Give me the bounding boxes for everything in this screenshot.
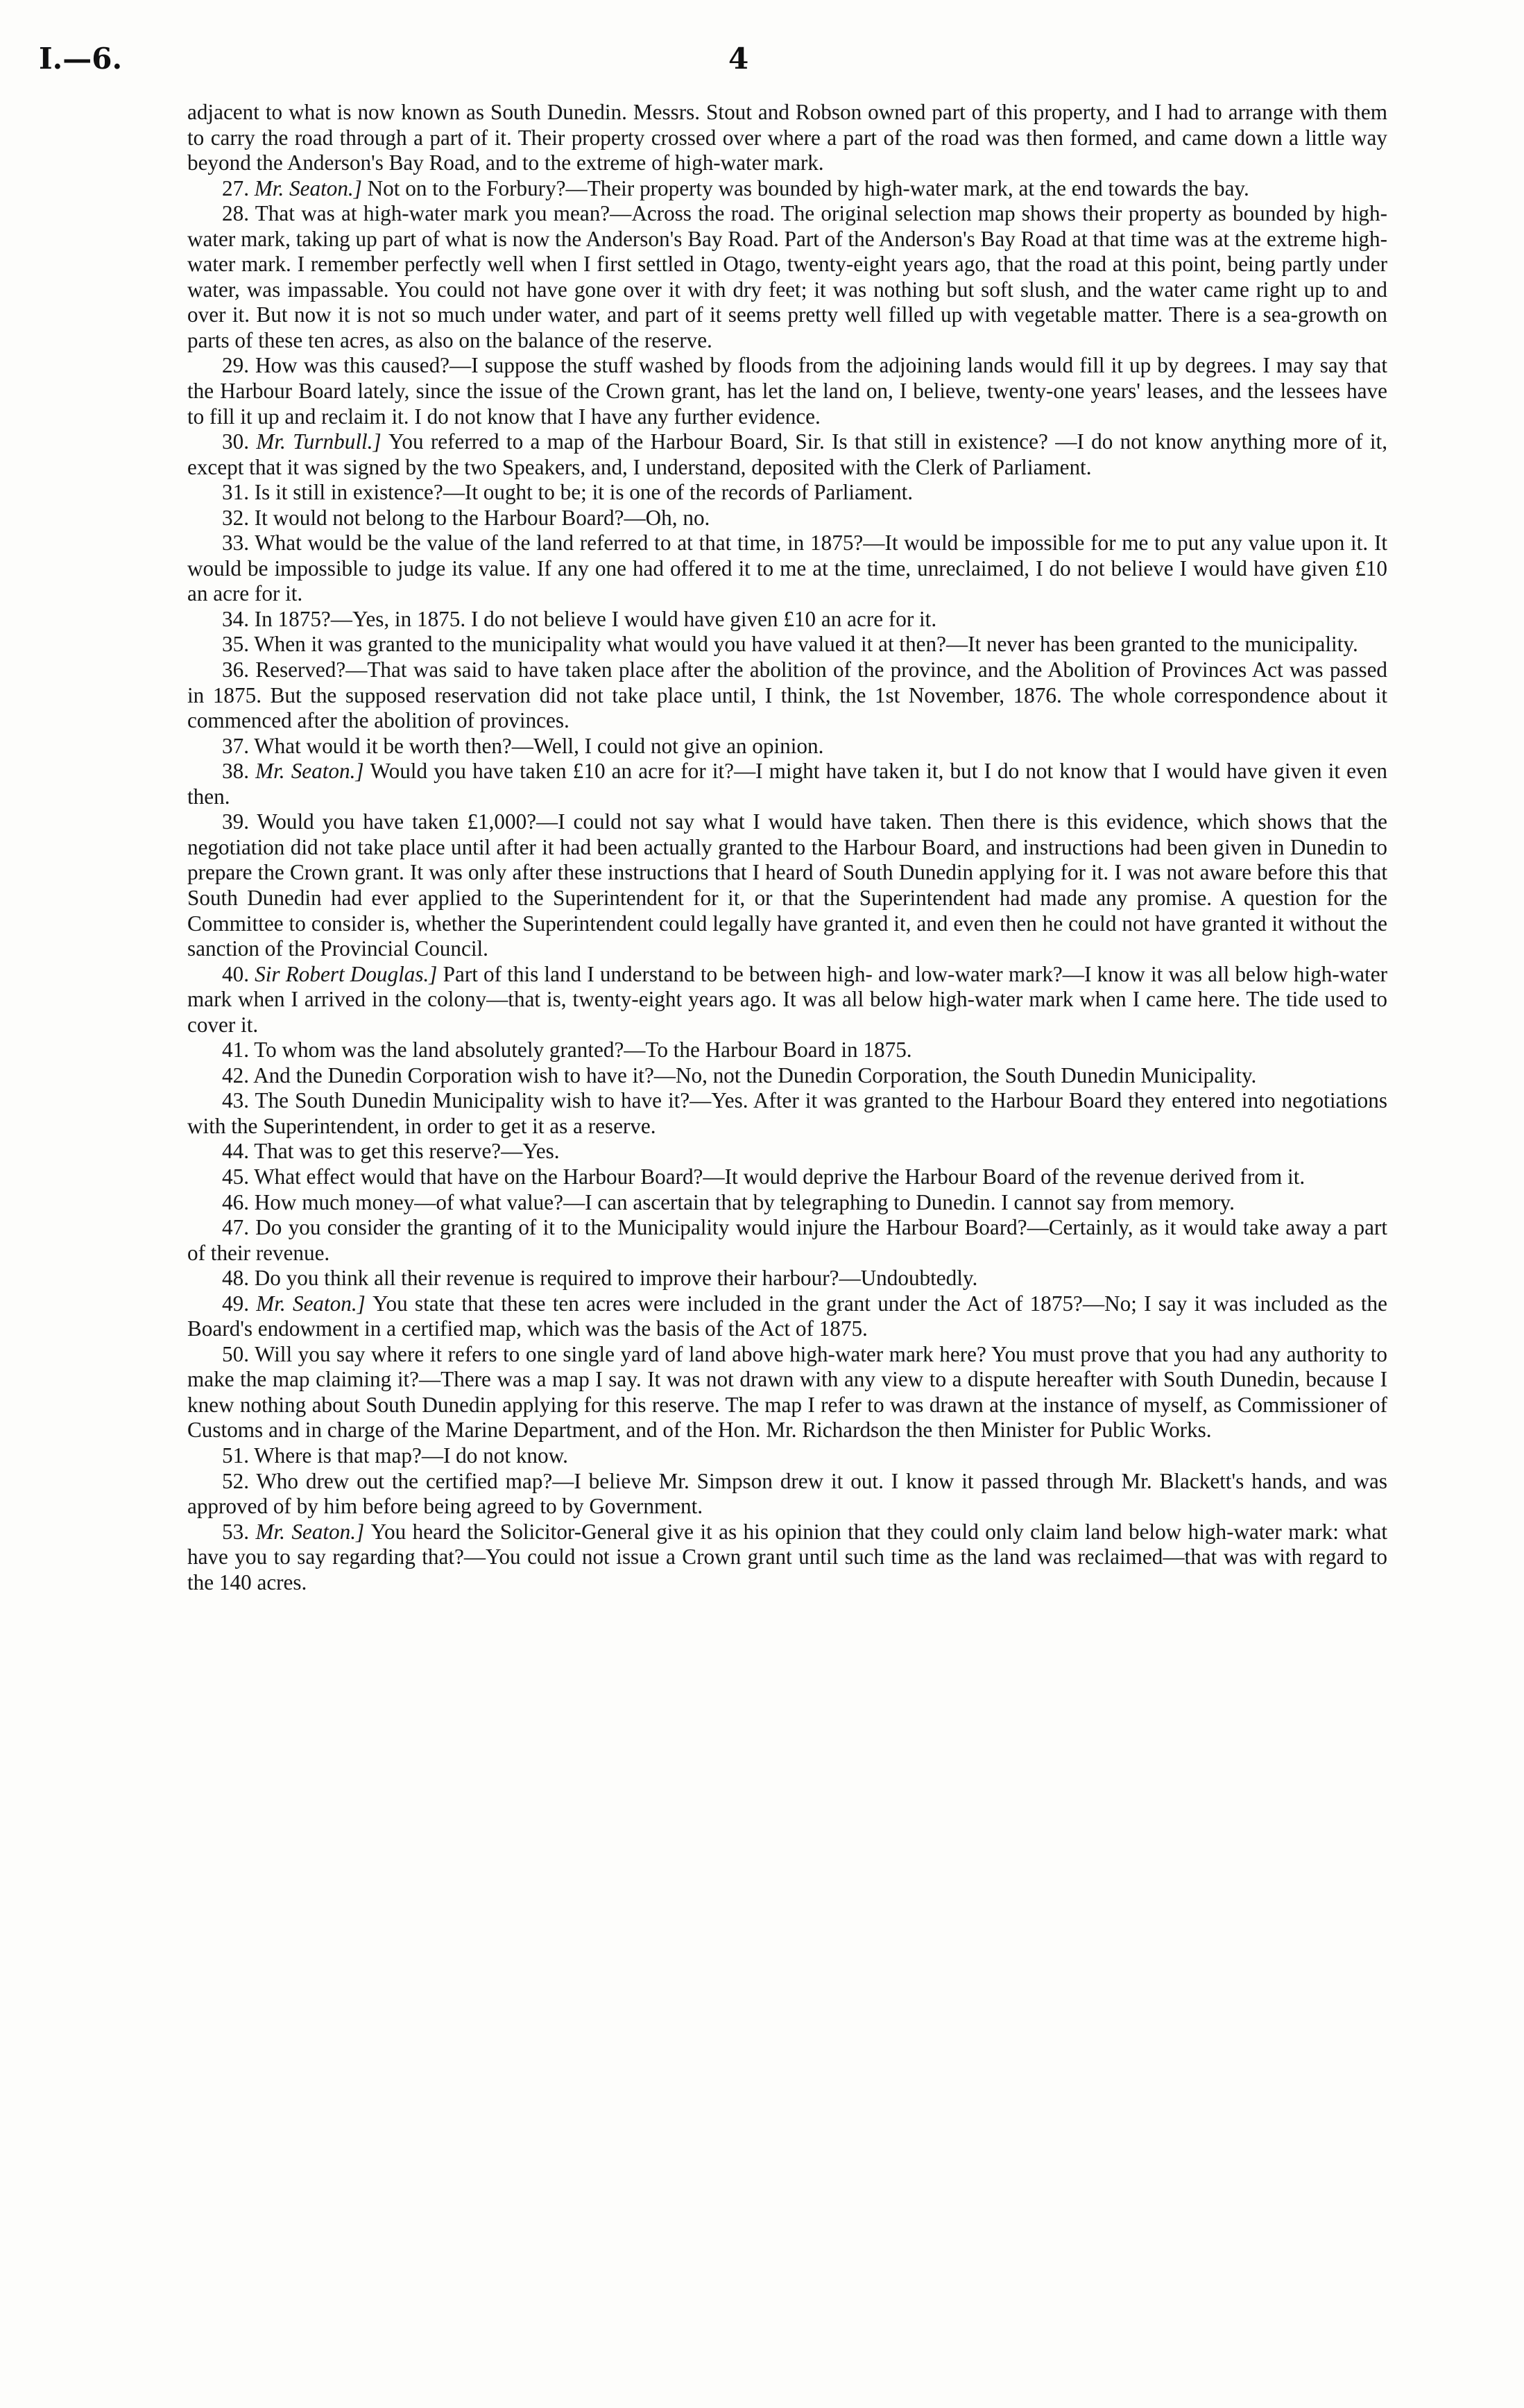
question-number: 41. — [222, 1038, 255, 1063]
question-number: 33. — [222, 531, 255, 556]
paragraph-text: It would not belong to the Harbour Board?—Oh, no. — [254, 505, 710, 530]
evidence-paragraph — [187, 1038, 1387, 1063]
question-number: 34. — [222, 606, 255, 631]
evidence-paragraph — [187, 429, 1387, 480]
evidence-paragraph — [187, 480, 1387, 506]
question-number: 30. — [222, 429, 257, 454]
paragraph-text: Who drew out the certified map?—I believe Mr. Simpson drew it out. I know it passed through Mr. Blackett's hands, and was approved of by him before being agreed to by Government. — [187, 1468, 1388, 1519]
paragraph-text: You state that these ten acres were included in the grant under the Act of 1875?—No; I say it was included as the Board's endowment in a certified map, which was the basis of the Act of 1875. — [187, 1291, 1387, 1341]
speaker-name: Mr. Seaton.] — [256, 1291, 373, 1316]
paragraph-text: Where is that map?—I do not know. — [254, 1443, 568, 1468]
evidence-paragraph — [187, 607, 1387, 633]
evidence-paragraph — [187, 531, 1387, 607]
question-number: 49. — [222, 1291, 257, 1316]
evidence-paragraph — [187, 1443, 1387, 1469]
paragraph-text: You referred to a map of the Harbour Board, Sir. Is that still in existence? —I do not know anything more of it, except that it was signed by the two Speakers, and, I understand, deposited with the Clerk of Parliament. — [187, 429, 1387, 479]
evidence-paragraph — [187, 1520, 1387, 1596]
paragraph-text: What effect would that have on the Harbour Board?—It would deprive the Harbour Board of the revenue derived from it. — [254, 1164, 1305, 1189]
paragraph-text: Not on to the Forbury?—Their property was bounded by high-water mark, at the end towards the bay. — [367, 175, 1249, 200]
question-number: 47. — [222, 1215, 256, 1240]
evidence-paragraph — [187, 1215, 1387, 1266]
evidence-paragraph — [187, 759, 1387, 809]
paragraph-text: To whom was the land absolutely granted?—To the Harbour Board in 1875. — [254, 1038, 912, 1063]
paragraph-text: You heard the Solicitor-General give it as his opinion that they could only claim land below high-water mark: what have you to say regarding that?—You could not issue a Crown grant until such time as the land was reclaimed—that was with regard to the 140 acres. — [187, 1519, 1387, 1594]
speaker-name: Mr. Turnbull.] — [256, 429, 388, 454]
paragraph-text: The South Dunedin Municipality wish to have it?—Yes. After it was granted to the Harbour Board they entered into negotiations with the Superintendent, in order to get it as a reserve. — [187, 1088, 1387, 1138]
evidence-paragraph — [187, 1139, 1387, 1164]
paragraph-text: In 1875?—Yes, in 1875. I do not believe I would have given £10 an acre for it. — [254, 606, 937, 631]
evidence-paragraph — [187, 657, 1387, 734]
paragraph-text: How much money—of what value?—I can ascertain that by telegraphing to Dunedin. I cannot say from memory. — [254, 1189, 1235, 1214]
question-number: 36. — [222, 657, 256, 682]
question-number: 46. — [222, 1189, 255, 1214]
paragraph-text: Would you have taken £10 an acre for it?—I might have taken it, but I do not know that I would have given it even then. — [187, 759, 1388, 809]
evidence-paragraph — [187, 353, 1387, 429]
paragraph-text: That was to get this reserve?—Yes. — [254, 1139, 560, 1164]
evidence-paragraph — [187, 1063, 1387, 1089]
question-number: 42. — [222, 1063, 254, 1087]
paragraph-text: When it was granted to the municipality what would you have valued it at then?—It never has been granted to the municipality. — [254, 632, 1358, 657]
paragraph-text: Will you say where it refers to one single yard of land above high-water mark here? You must prove that you had any authority to make the map claiming it?—There was a map I say. It was not drawn with any view to a dispute hereafter with South Dunedin, because I knew nothing about South Dunedin applying for this reserve. The map I refer to was drawn at the instance of myself, as Commissioner of Customs and in charge of the Marine Department, and of the Hon. Mr. Richardson the then Minister for Public Works. — [187, 1341, 1388, 1443]
evidence-paragraph — [187, 1088, 1387, 1139]
speaker-name: Mr. Seaton.] — [254, 175, 368, 200]
question-number: 38. — [222, 759, 256, 784]
evidence-text — [187, 100, 1387, 1595]
evidence-paragraph — [187, 1190, 1387, 1216]
paragraph-text: And the Dunedin Corporation wish to have it?—No, not the Dunedin Corporation, the South Dunedin Municipality. — [253, 1063, 1257, 1087]
evidence-paragraph — [187, 1164, 1387, 1190]
paragraph-text: Is it still in existence?—It ought to be; it is one of the records of Parliament. — [254, 480, 914, 505]
paragraph-text: Would you have taken £1,000?—I could not say what I would have taken. Then there is this evidence, which shows that the negotiation did not take place until after it had been actually granted to the Harbour Board, and instructions had been given in Dunedin to prepare the Crown grant. It was only after these instructions that I heard of South Dunedin applying for it. I was not aware before this that South Dunedin had ever applied to the Superintendent for it, or that the Superintendent had made any promise. A question for the Committee to consider is, whether the Superintendent could legally have granted it, and even then he could not have granted it without the sanction of the Provincial Council. — [187, 809, 1388, 961]
evidence-paragraph — [187, 506, 1387, 531]
evidence-paragraph — [187, 962, 1387, 1038]
paragraph-text: Reserved?—That was said to have taken place after the abolition of the province, and the Abolition of Provinces Act was passed in 1875. But the supposed reservation did not take place until, I think, the 1st November, 1876. The whole correspondence about it commenced after the abolition of provinces. — [187, 657, 1388, 733]
paragraph-text: What would it be worth then?—Well, I could not give an opinion. — [254, 733, 824, 758]
speaker-name: Sir Robert Douglas.] — [255, 961, 443, 986]
question-number: 32. — [222, 505, 255, 530]
paragraph-text: What would be the value of the land referred to at that time, in 1875?—It would be impossible for me to put any value upon it. It would be impossible to judge its value. If any one had offered it to me at the time, unreclaimed, I do not believe I would have given £10 an acre for it. — [187, 531, 1388, 606]
question-number: 52. — [222, 1468, 257, 1493]
speaker-name: Mr. Seaton.] — [255, 1519, 371, 1544]
question-number: 39. — [222, 809, 257, 834]
paper-reference: I.—6. — [39, 42, 123, 76]
paragraph-text: adjacent to what is now known as South Dunedin. Messrs. Stout and Robson owned part of this property, and I had to arrange with them to carry the road through a part of it. Their property crossed over where a part of the road was then formed, and came down a little way beyond the Anderson's Bay Road, and to the extreme of high-water mark. — [187, 100, 1387, 175]
question-number: 50. — [222, 1341, 255, 1366]
evidence-paragraph — [187, 176, 1387, 202]
question-number: 37. — [222, 733, 255, 758]
question-number: 43. — [222, 1088, 255, 1113]
question-number: 53. — [222, 1519, 256, 1544]
paragraph-text: Part of this land I understand to be between high- and low-water mark?—I know it was all below high-water mark when I arrived in the colony—that is, twenty-eight years ago. It was all below high-water mark when I came here. The tide used to cover it. — [187, 961, 1388, 1037]
evidence-paragraph — [187, 1291, 1387, 1342]
paragraph-text: How was this caused?—I suppose the stuff washed by floods from the adjoining lands would fill it up by degrees. I may say that the Harbour Board lately, since the issue of the Crown grant, has let the land on, I believe, twenty-one years' leases, and the lessees have to fill it up and reclaim it. I do not know that I have any further evidence. — [187, 353, 1388, 429]
evidence-paragraph — [187, 632, 1387, 657]
question-number: 31. — [222, 480, 255, 505]
evidence-paragraph — [187, 1342, 1387, 1443]
page-number: 4 — [728, 42, 749, 76]
question-number: 27. — [222, 175, 255, 200]
question-number: 29. — [222, 353, 256, 378]
question-number: 35. — [222, 632, 255, 657]
evidence-paragraph — [187, 100, 1387, 176]
speaker-name: Mr. Seaton.] — [255, 759, 370, 784]
evidence-paragraph — [187, 201, 1387, 353]
question-number: 28. — [222, 201, 255, 226]
question-number: 45. — [222, 1164, 255, 1189]
evidence-paragraph — [187, 1266, 1387, 1291]
evidence-paragraph — [187, 809, 1387, 961]
paragraph-text: That was at high-water mark you mean?—Across the road. The original selection map shows their property as bounded by high-water mark, taking up part of what is now the Anderson's Bay Road. Part of the Anderson's Bay Road at that time was at the extreme high-water mark. I remember perfectly well when I first settled in Otago, twenty-eight years ago, that the road at this point, being partly under water, was impassable. You could not have gone over it with dry feet; it was nothing but soft slush, and the water came right up to and over it. But now it is not so much under water, and part of it seems pretty well filled up with vegetable matter. There is a sea-growth on parts of these ten acres, as also on the balance of the reserve. — [187, 201, 1388, 352]
question-number: 51. — [222, 1443, 255, 1468]
question-number: 40. — [222, 961, 255, 986]
evidence-paragraph — [187, 734, 1387, 759]
paragraph-text: Do you think all their revenue is required to improve their harbour?—Undoubtedly. — [254, 1266, 978, 1291]
paragraph-text: Do you consider the granting of it to the Municipality would injure the Harbour Board?—Certainly, as it would take away a part of their revenue. — [187, 1215, 1387, 1265]
evidence-paragraph — [187, 1469, 1387, 1520]
question-number: 48. — [222, 1266, 255, 1291]
question-number: 44. — [222, 1139, 255, 1164]
